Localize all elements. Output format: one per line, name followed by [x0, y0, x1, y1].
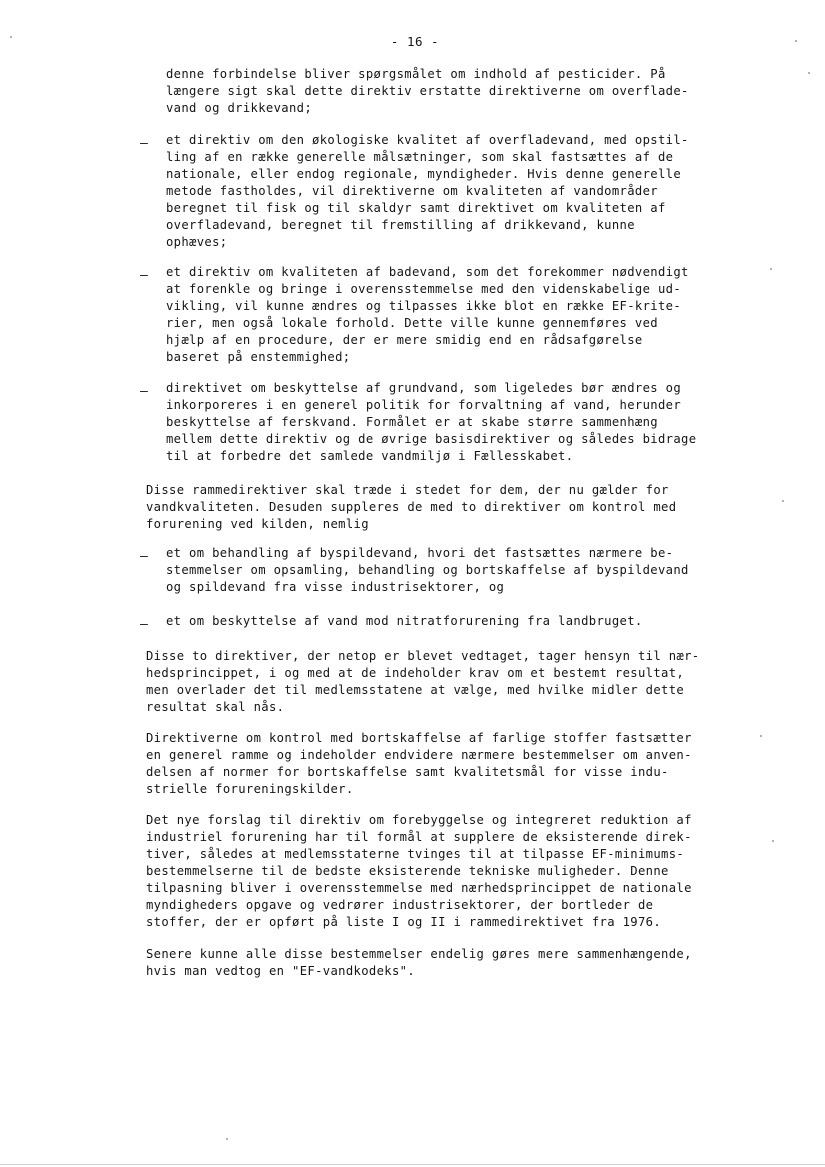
scan-speck: [226, 1138, 228, 1140]
scan-speck: [10, 36, 12, 38]
scan-speck: [760, 735, 762, 737]
scan-bottom-edge: [0, 1164, 825, 1165]
bullet-urban-waste-water: et om behandling af byspildevand, hvori det fastsættes nærmere be- stemmelser om opsamling, behandling og bortskaffelse af byspildevand og spildevand fra visse industrisektorer, og: [166, 546, 689, 594]
scan-speck: [770, 268, 772, 270]
bullet-dash-urban-waste: –: [140, 549, 148, 564]
intro-continuation-paragraph: denne forbindelse bliver spørgsmålet om indhold af pesticider. På længere sigt skal dette direktiv erstatte direktiverne om overflade- vand og drikkevand;: [166, 67, 689, 115]
paragraph-water-code: Senere kunne alle disse bestemmelser endelig gøres mere sammenhængende, hvis man vedtog en "EF-vandkodeks".: [146, 947, 692, 978]
bullet-dash-ecological: –: [140, 136, 148, 151]
paragraph-new-proposal: Det nye forslag til direktiv om forebyggelse og integreret reduktion af industriel forurening har til formål at supplere de eksisterende direk- tiver, således at medlemsstaterne tvinges til at tilpasse EF-minimums- bestemmelserne til de bedste eksisterende tekniske muligheder. Denne tilpasning bliver i overensstemmelse med nærhedsprincippet de nationale myndigheders opgave og vedrører industrisektorer, der bortleder de stoffer, der er opført på liste I og II i rammedirektivet fra 1976.: [146, 813, 692, 929]
scan-speck: [795, 40, 797, 42]
bullet-dash-groundwater: –: [140, 384, 148, 399]
bullet-bathing-water: et direktiv om kvaliteten af badevand, som det forekommer nødvendigt at forenkle og bringe i overensstemmelse med den videnskabelige ud- vikling, vil kunne ændres og tilpasses ikke blot en række EF-krite- rier, men også lokale forhold. Dette ville kunne gennemføres ved hjælp af en procedure, der er mere smidig end en rådsafgørelse baseret på enstemmighed;: [166, 265, 689, 364]
scan-speck: [808, 72, 810, 74]
scan-speck: [782, 500, 784, 502]
page-number: - 16 -: [390, 34, 440, 49]
bullet-groundwater: direktivet om beskyttelse af grundvand, som ligeledes bør ændres og inkorporeres i en generel politik for forvaltning af vand, herunder beskyttelse af ferskvand. Formålet er at skabe større sammenhæng mellem dette direktiv og de øvrige basisdirektiver og således bidrage til at forbedre det samlede vandmiljø i Fællesskabet.: [166, 381, 697, 463]
bullet-nitrate-pollution: et om beskyttelse af vand mod nitratforurening fra landbruget.: [166, 614, 643, 628]
paragraph-dangerous-substances: Direktiverne om kontrol med bortskaffelse af farlige stoffer fastsætter en generel ramme og indeholder endvidere nærmere bestemmelser om anven- delsen af normer for bortskaffelse samt kvalitetsmål for visse indu- strielle forureningskilder.: [146, 731, 692, 796]
bullet-dash-bathing: –: [140, 268, 148, 283]
bullet-dash-nitrate: –: [140, 617, 148, 632]
paragraph-subsidiarity: Disse to direktiver, der netop er blevet vedtaget, tager hensyn til nær- hedsprincippet, i og med at de indeholder krav om et bestemt resultat, men overlader det til medlemsstatene at vælge, med hvilke midler dette resultat skal nås.: [146, 649, 700, 714]
paragraph-framework-directives: Disse rammedirektiver skal træde i stedet for dem, der nu gælder for vandkvaliteten. Desuden suppleres de med to direktiver om kontrol med forurening ved kilden, nemlig: [146, 483, 677, 531]
bullet-ecological-quality: et direktiv om den økologiske kvalitet af overfladevand, med opstil- ling af en række generelle målsætninger, som skal fastsættes af de nationale, eller endog regionale, myndigheder. Hvis denne generelle metode fastholdes, vil direktiverne om kvaliteten af vandområder beregnet til fisk og til skaldyr samt direktivet om kvaliteten af overfladevand, beregnet til fremstilling af drikkevand, kunne ophæves;: [166, 133, 689, 249]
scan-speck: [772, 840, 774, 842]
